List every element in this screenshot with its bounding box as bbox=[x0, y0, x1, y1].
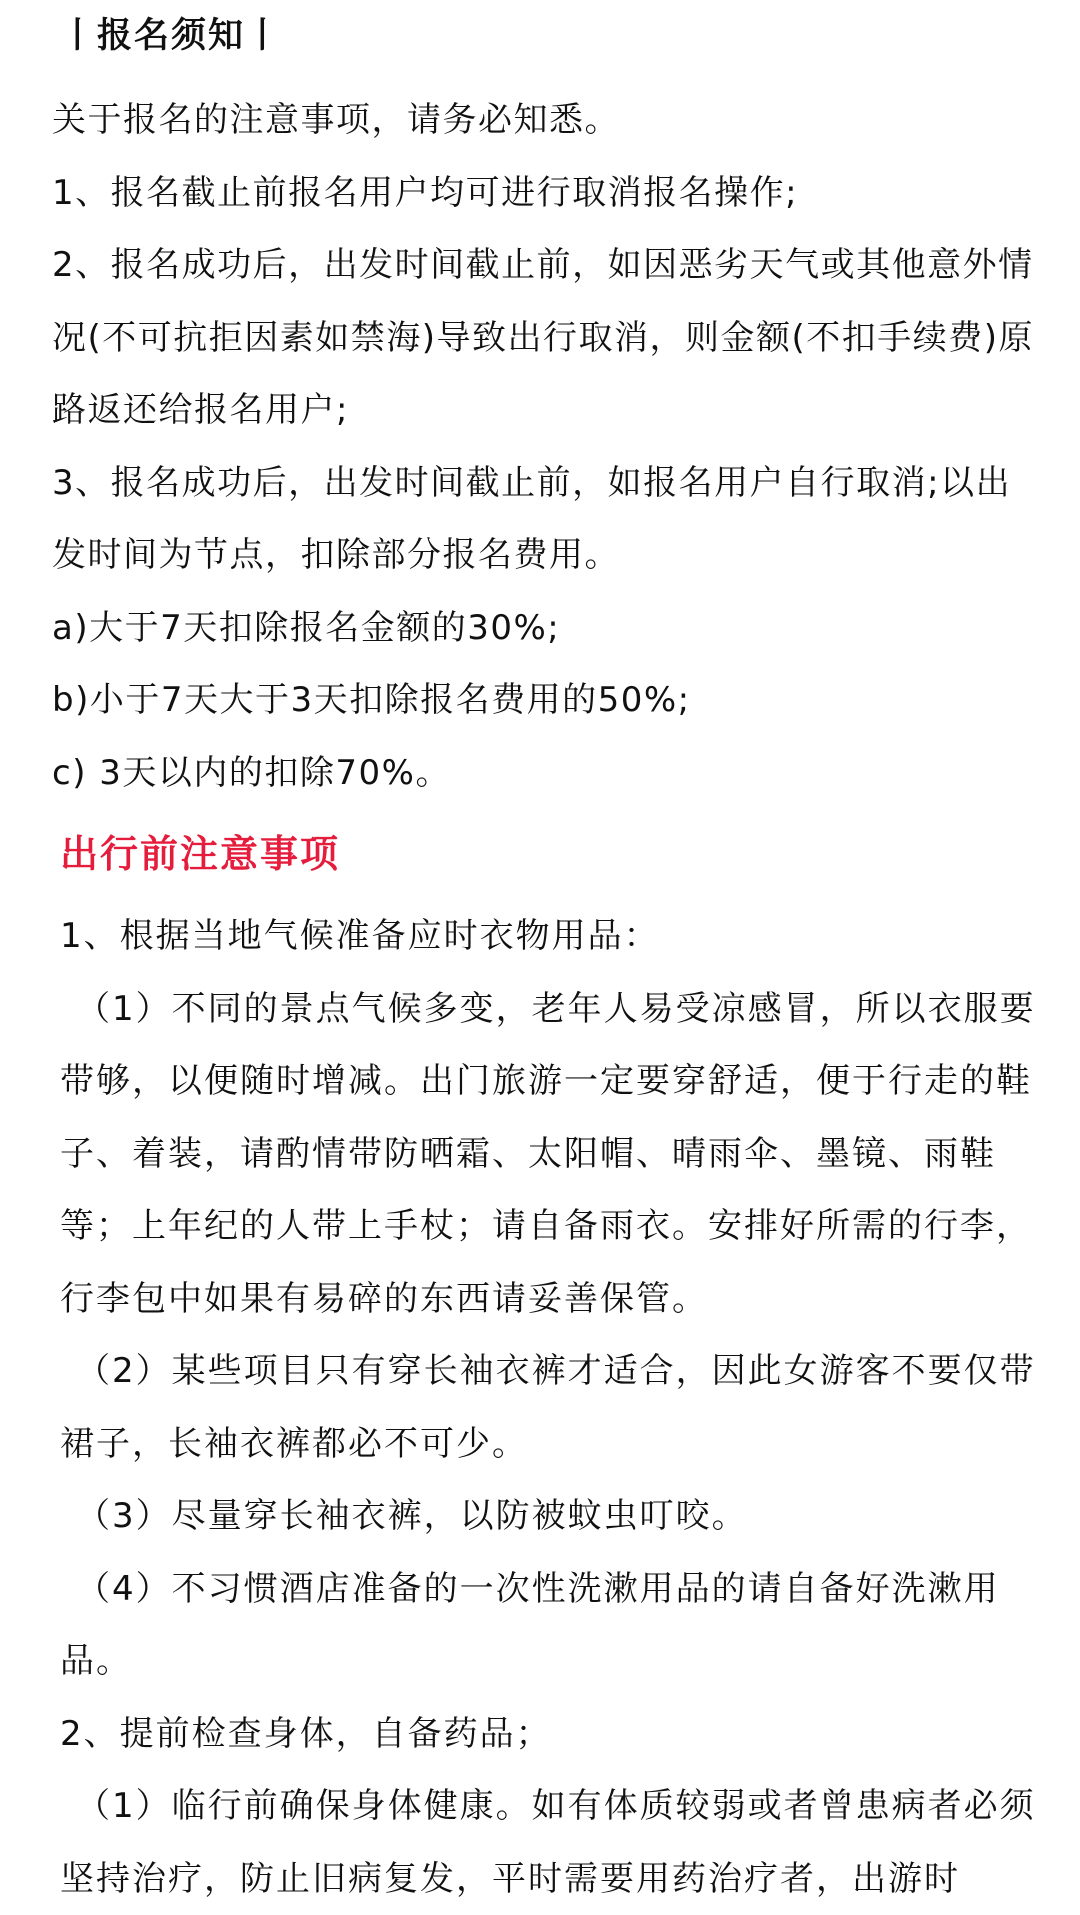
pre-travel-item-1-3: （3）尽量穿长袖衣裤，以防被蚊虫叮咬。 bbox=[76, 1496, 748, 1536]
registration-item-1: 1、报名截止前报名用户均可进行取消报名操作; bbox=[52, 172, 799, 213]
registration-item-c: c) 3天以内的扣除70%。 bbox=[52, 752, 451, 793]
registration-notice-title: 丨报名须知丨 bbox=[60, 16, 283, 56]
registration-notice-body bbox=[52, 84, 1042, 809]
pre-travel-item-2-1: （1）临行前确保身体健康。如有体质较弱或者曾患病者必须坚持治疗，防止旧病复发，平时需要用药治疗者，出游时 bbox=[60, 1786, 1036, 1899]
registration-item-b: b)小于7天大于3天扣除报名费用的50%; bbox=[52, 680, 691, 720]
pre-travel-item-1-2: （2）某些项目只有穿长袖衣裤才适合，因此女游客不要仅带裙子，长袖衣裤都必不可少。 bbox=[60, 1351, 1036, 1464]
registration-item-2: 2、报名成功后，出发时间截止前，如因恶劣天气或其他意外情况(不可抗拒因素如禁海)导致出行取消，则金额(不扣手续费)原路返还给报名用户; bbox=[52, 245, 1035, 430]
pre-travel-item-1-4: （4）不习惯酒店准备的一次性洗漱用品的请自备好洗漱用品。 bbox=[60, 1568, 1000, 1681]
registration-item-3: 3、报名成功后，出发时间截止前，如报名用户自行取消;以出发时间为节点，扣除部分报名费用。 bbox=[52, 462, 1012, 575]
pre-travel-item-1-1: （1）不同的景点气候多变，老年人易受凉感冒，所以衣服要带够，以便随时增减。出门旅游一定要穿舒适，便于行走的鞋子、着装，请酌情带防晒霜、太阳帽、晴雨伞、墨镜、雨鞋等；上年纪的人带上手杖；请自备雨衣。安排好所需的行李，行李包中如果有易碎的东西请妥善保管。 bbox=[60, 988, 1036, 1319]
registration-intro: 关于报名的注意事项，请务必知悉。 bbox=[52, 100, 620, 140]
pre-travel-body bbox=[60, 900, 1040, 1915]
registration-item-a: a)大于7天扣除报名金额的30%; bbox=[52, 607, 561, 648]
pre-travel-item-2: 2、提前检查身体，自备药品； bbox=[60, 1713, 552, 1754]
pre-travel-heading: 出行前注意事项 bbox=[60, 832, 341, 876]
pre-travel-item-1: 1、根据当地气候准备应时衣物用品： bbox=[60, 916, 660, 956]
